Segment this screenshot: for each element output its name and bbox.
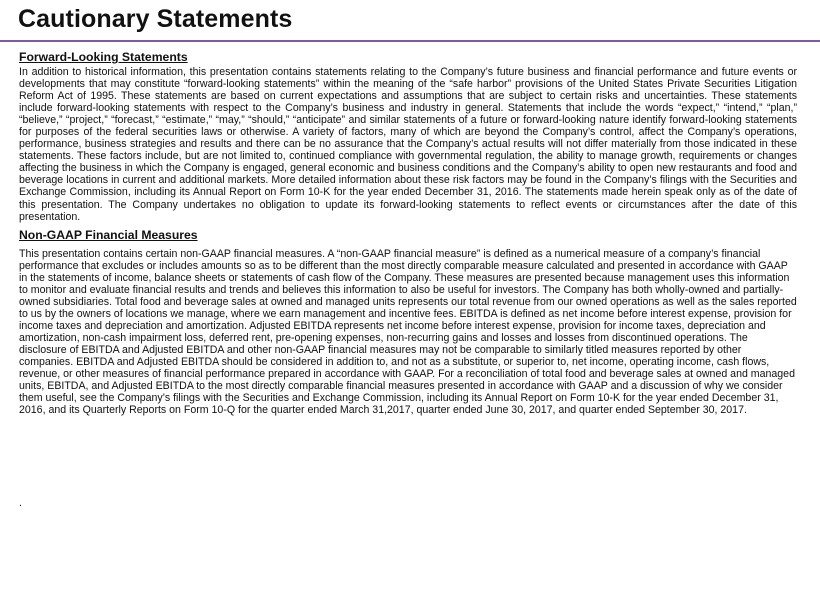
non-gaap-section bbox=[19, 226, 797, 417]
trailing-period: . bbox=[19, 497, 22, 509]
non-gaap-paragraph: This presentation contains certain non-GAAP financial measures. A “non-GAAP financial measure” is defined as a numerical measure of a company’s financial performance that excludes or includes amounts so as to be different than the most directly comparable measure calculated and presented in accordance with GAAP in the statements of income, balance sheets or statements of cash flow of the Company. These measures are presented because management uses this information to monitor and evaluate financial results and trends and believes this information to also be useful for investors. The Company has both wholly-owned and partially-owned subsidiaries. Total food and beverage sales at owned and managed units represents our total revenue from our owned operations as well as the sales reported to us by the owners of locations we manage, where we earn management and incentive fees. EBITDA is defined as net income before interest expense, provision for income taxes and depreciation and amortization. Adjusted EBITDA represents net income before interest expense, provision for income taxes, depreciation and amortization, non-cash impairment loss, deferred rent, pre-opening expenses, non-recurring gains and losses and losses from discontinued operations. The disclosure of EBITDA and Adjusted EBITDA and other non-GAAP financial measures may not be comparable to similarly titled measures reported by other companies. EBITDA and Adjusted EBITDA should be considered in addition to, and not as a substitute, or superior to, net income, operating income, cash flows, revenue, or other measures of financial performance prepared in accordance with GAAP. For a reconciliation of total food and beverage sales at owned and managed units, EBITDA, and Adjusted EBITDA to the most directly comparable financial measures presented in accordance with GAAP and a discussion of why we consider them useful, see the Company’s filings with the Securities and Exchange Commission, including its Annual Report on Form 10-K for the year ended December 31, 2016, and its Quarterly Reports on Form 10-Q for the quarter ended March 31,2017, quarter ended June 30, 2017, and quarter ended September 30, 2017. bbox=[19, 247, 797, 417]
forward-looking-paragraph: In addition to historical information, this presentation contains statements relating to the Company’s future business and financial performance and future events or developments that may constitute “forward-looking statements” within the meaning of the “safe harbor” provisions of the United States Private Securities Litigation Reform Act of 1995. These statements are based on current expectations and assumptions that are subject to certain risks and uncertainties. These statements include forward-looking statements with respect to the Company’s business and industry in general. Statements that include the words “expect,” “intend,” “plan,” “believe,” “project,” “forecast,” “estimate,” “may,” “should,” “anticipate” and similar statements of a future or forward-looking nature identify forward-looking statements for purposes of the federal securities laws or otherwise. A variety of factors, many of which are beyond the Company’s control, affect the Company’s operations, performance, business strategies and results and there can be no assurance that the Company’s actual results will not differ materially from those indicated in these statements. These factors include, but are not limited to, continued compliance with governmental regulation, the ability to manage growth, requirements or changes affecting the business in which the Company is engaged, general economic and business conditions and the Company’s ability to open new restaurants and food and beverage locations in current and additional markets. More detailed information about these risk factors may be found in the Company’s filings with the Securities and Exchange Commission, including its Annual Report on Form 10-K for the year ended December 31, 2016. The statements made herein speak only as of the date of this presentation. The Company undertakes no obligation to update its forward-looking statements to reflect events or circumstances after the date of this presentation. bbox=[19, 66, 797, 223]
forward-looking-section bbox=[19, 48, 797, 223]
forward-looking-heading: Forward-Looking Statements bbox=[19, 50, 188, 64]
title-divider bbox=[0, 40, 820, 42]
document-body bbox=[19, 48, 797, 416]
page-title: Cautionary Statements bbox=[18, 5, 293, 33]
non-gaap-heading: Non-GAAP Financial Measures bbox=[19, 227, 198, 242]
